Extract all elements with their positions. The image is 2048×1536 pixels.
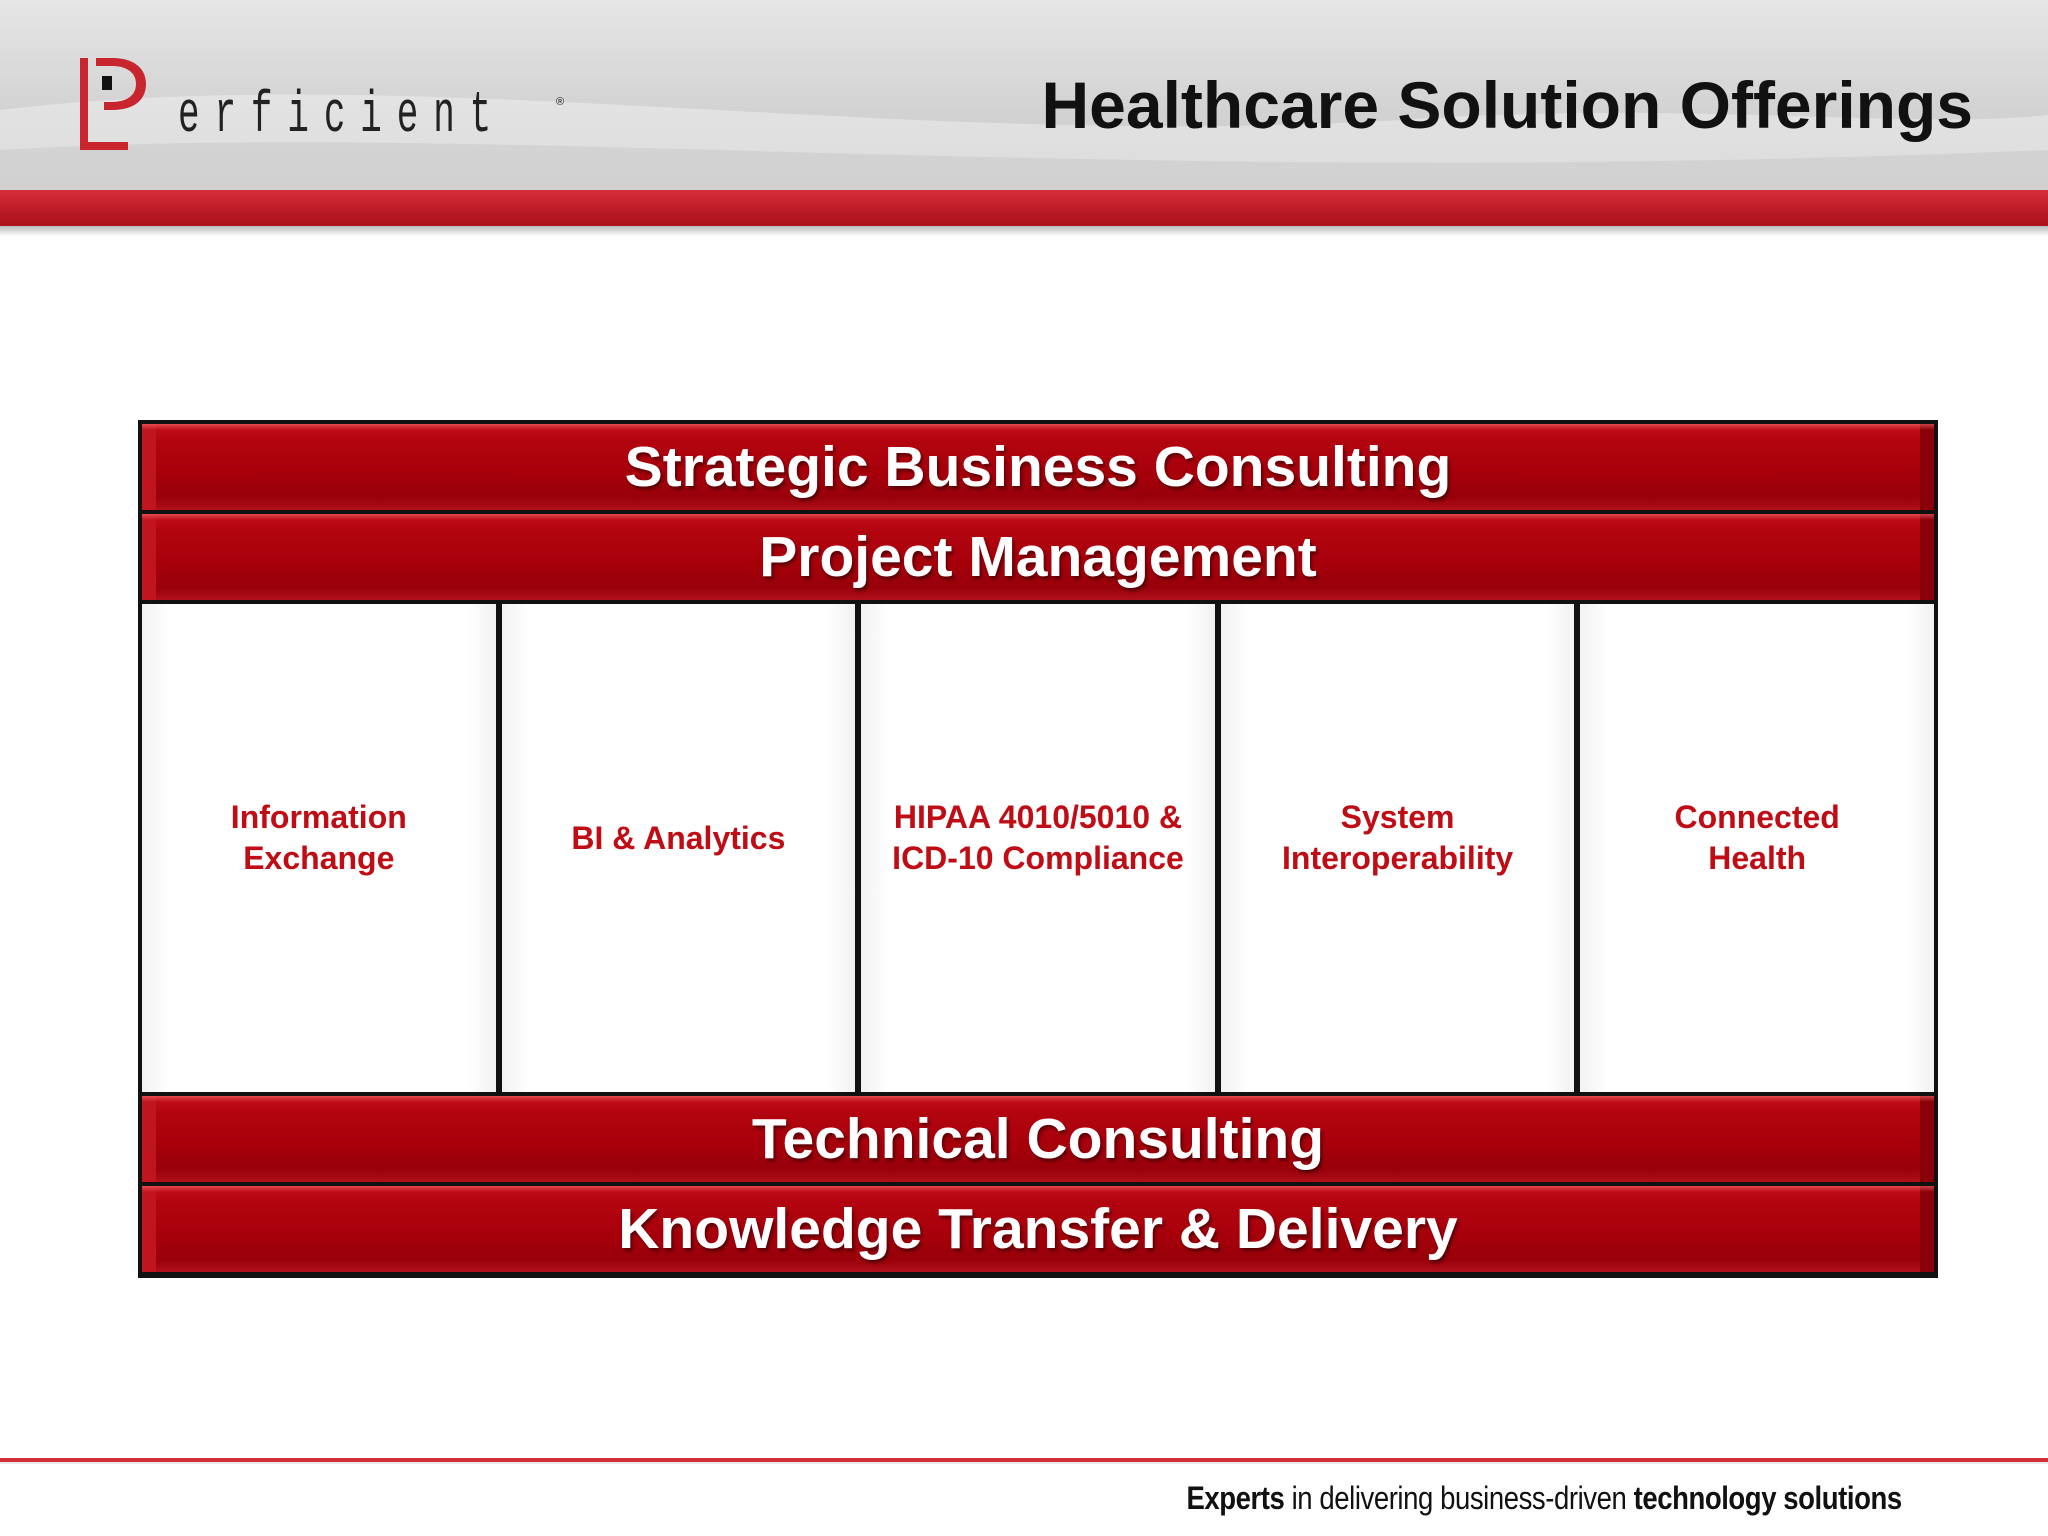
logo-registered-mark: ® — [556, 96, 565, 108]
band-project-management: Project Management — [142, 514, 1934, 600]
header-red-bar — [0, 190, 2048, 226]
offering-columns — [142, 604, 1934, 1092]
tagline-experts: Experts — [1186, 1480, 1285, 1516]
column-information-exchange — [142, 604, 496, 1092]
tagline-middle: in delivering business-driven — [1284, 1480, 1634, 1516]
footer-gray-line — [0, 1462, 2048, 1464]
perficient-logo[interactable] — [70, 50, 565, 160]
band-knowledge-transfer-delivery: Knowledge Transfer & Delivery — [142, 1186, 1934, 1272]
band-strategic-business-consulting: Strategic Business Consulting — [142, 424, 1934, 510]
band-technical-consulting: Technical Consulting — [142, 1096, 1934, 1182]
page-title: Healthcare Solution Offerings — [1041, 68, 1973, 142]
column-label: Connected Health — [1674, 799, 1840, 876]
column-system-interoperability — [1221, 604, 1575, 1092]
footer-tagline — [1187, 1480, 1902, 1517]
logo-text: erficient — [178, 84, 507, 149]
column-bi-analytics — [502, 604, 856, 1092]
column-label: HIPAA 4010/5010 & ICD-10 Compliance — [892, 799, 1184, 876]
column-label: BI & Analytics — [571, 819, 786, 856]
header — [0, 0, 2048, 190]
perficient-logo-icon — [76, 54, 148, 154]
column-connected-health — [1580, 604, 1934, 1092]
header-bar-shadow — [0, 226, 2048, 236]
column-label: Information Exchange — [230, 799, 407, 876]
tagline-technology-solutions: technology solutions — [1633, 1480, 1902, 1516]
column-hipaa-compliance — [861, 604, 1215, 1092]
offerings-diagram — [138, 420, 1938, 1278]
column-label: System Interoperability — [1282, 799, 1514, 876]
